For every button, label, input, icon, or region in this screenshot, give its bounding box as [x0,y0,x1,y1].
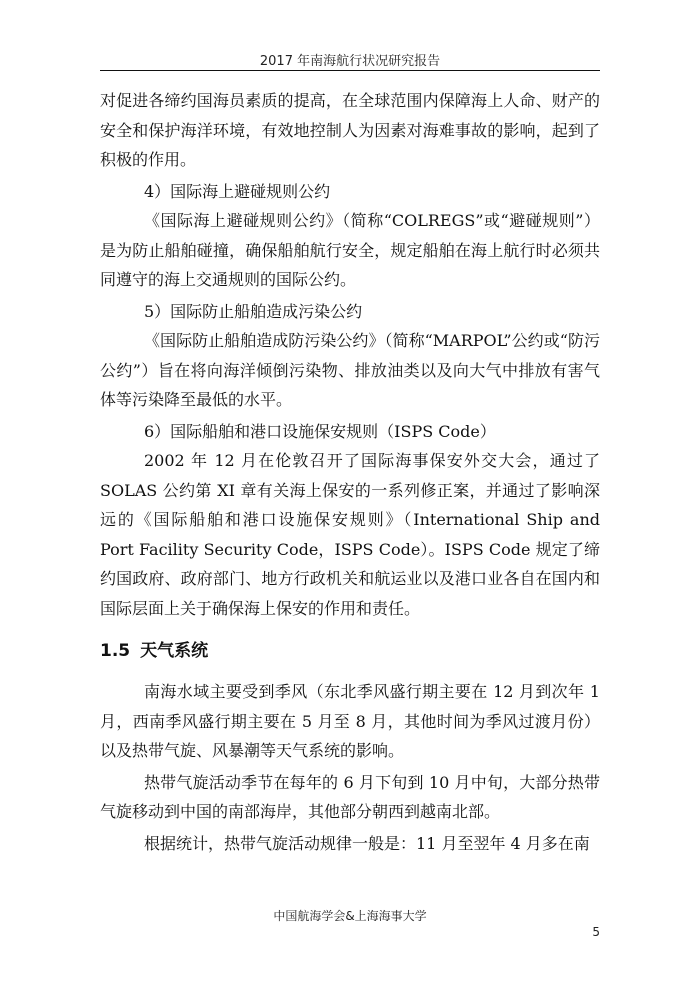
page-header-title: 2017 年南海航行状况研究报告 [259,54,441,69]
item-5-heading: 5）国际防止船舶造成污染公约 [144,301,363,321]
item-5-paragraph: 《国际防止船舶造成防污染公约》（简称“MARPOL”公约或“防污公约”）旨在将向海洋倾倒污染物、排放油类以及向大气中排放有害气体等污染降至最低的水平。 [100,331,600,409]
header-divider [100,70,600,71]
item-6-heading: 6）国际船舶和港口设施保安规则（ISPS Code） [144,421,496,441]
item-6-paragraph: 2002 年 12 月在伦敦召开了国际海事保安外交大会，通过了 SOLAS 公约第 XI 章有关海上保安的一系列修正案，并通过了影响深远的《国际船舶和港口设施保安规则》（International Ship and Port Facility Security Code，ISPS Code）。ISPS Code 规定了缔约国政府、政府部门、地方行政机关和航运业以及港口业各自在国内和国际层面上关于确保海上保安的作用和责任。 [100,451,600,618]
section-title: 天气系统 [140,641,209,661]
item-4-heading: 4）国际海上避碰规则公约 [144,181,331,201]
weather-paragraph-1: 南海水域主要受到季风（东北季风盛行期主要在 12 月到次年 1 月，西南季风盛行期主要在 5 月至 8 月，其他时间为季风过渡月份）以及热带气旋、风暴潮等天气系统的影响。 [100,682,600,760]
page-number: 5 [592,925,600,939]
intro-paragraph: 对促进各缔约国海员素质的提高，在全球范围内保障海上人命、财产的安全和保护海洋环境，有效地控制人为因素对海难事故的影响，起到了积极的作用。 [100,91,600,169]
page-body [100,86,600,858]
weather-paragraph-3: 根据统计，热带气旋活动规律一般是：11 月至翌年 4 月多在南 [144,833,590,853]
section-number: 1.5 [100,641,131,661]
weather-paragraph-2: 热带气旋活动季节在每年的 6 月下旬到 10 月中旬，大部分热带气旋移动到中国的南部海岸，其他部分朝西到越南北部。 [100,772,600,821]
footer-publisher: 中国航海学会&上海海事大学 [273,909,427,923]
item-4-paragraph: 《国际海上避碰规则公约》（简称“COLREGS”或“避碰规则”）是为防止船舶碰撞，确保船舶航行安全，规定船舶在海上航行时必须共同遵守的海上交通规则的国际公约。 [100,211,600,289]
section-heading [100,637,600,665]
